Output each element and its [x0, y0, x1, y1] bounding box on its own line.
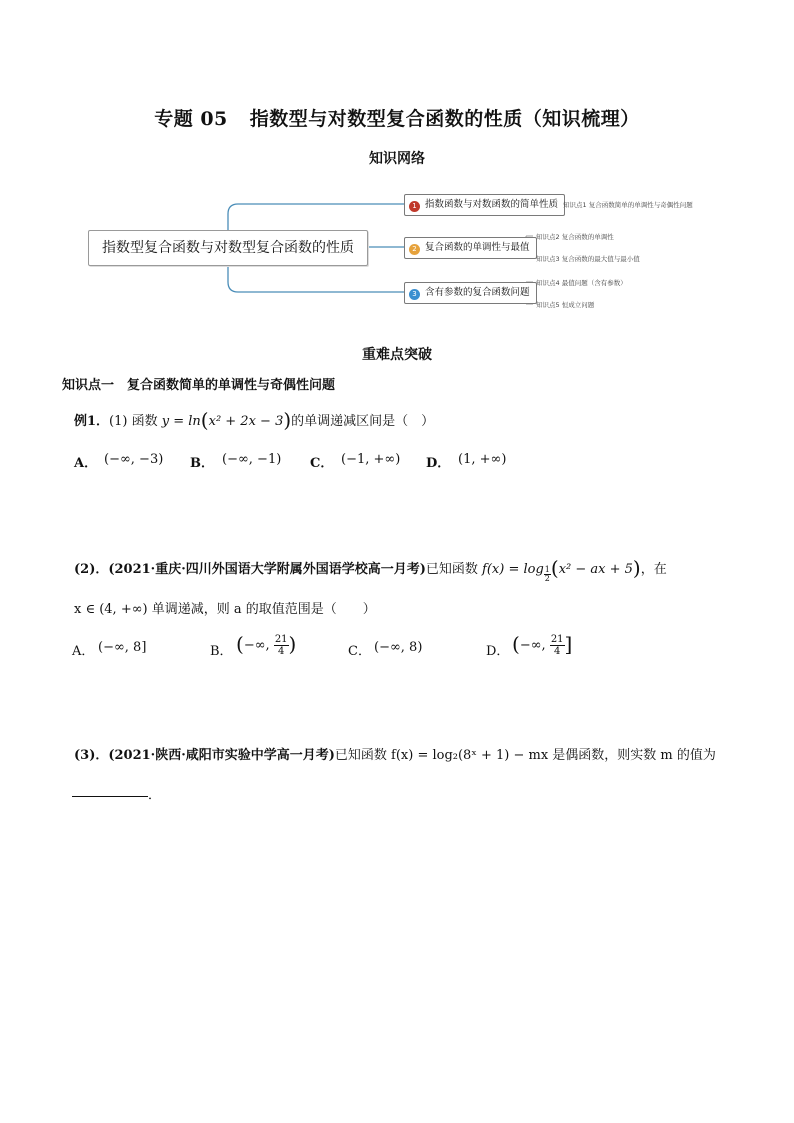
option-value: (−∞, −3) — [104, 452, 164, 467]
question-source: (3)．(2021·陕西·咸阳市实验中学高一月考) — [74, 748, 335, 763]
sentence-end: ． — [148, 788, 162, 803]
option-label: D． — [486, 644, 510, 659]
option-label: C． — [310, 456, 334, 471]
example-1-question: 例1．(1) 函数 y = ln(x² + 2x − 3)的单调递减区间是（ ） — [74, 408, 435, 432]
number-badge-2: 2 — [409, 244, 420, 255]
option-value: (1, +∞) — [458, 452, 507, 467]
question-source: (2)．(2021·重庆·四川外国语大学附属外国语学校高一月考) — [74, 562, 426, 577]
knowledge-point-heading: 知识点一 复合函数简单的单调性与奇偶性问题 — [62, 378, 336, 393]
topic-title: 指数型与对数型复合函数的性质（知识梳理） — [249, 108, 640, 130]
mind-map-leaf: 知识点4 最值问题（含有参数） — [536, 279, 627, 287]
mind-map-branch-2 — [404, 237, 537, 259]
option-value: (−∞, 8) — [374, 640, 423, 655]
mind-map — [0, 180, 794, 320]
math-expression: x² − ax + 5 — [558, 562, 633, 577]
question-tail: 的单调递减区间是（ ） — [291, 414, 435, 429]
branch-label: 含有参数的复合函数问题 — [425, 287, 530, 298]
number-badge-1: 1 — [409, 201, 420, 212]
example-label: 例1． — [74, 414, 110, 429]
breakthrough-heading: 重难点突破 — [362, 347, 432, 363]
option-value-fraction: (−∞, $\frac{21}{4}$ ] — [512, 632, 573, 657]
question-stem: 已知函数 — [425, 562, 478, 577]
mind-map-leaf: 知识点3 复合函数的最大值与最小值 — [536, 255, 640, 263]
log-base-denominator: 2 — [544, 573, 550, 583]
network-heading: 知识网络 — [369, 151, 425, 167]
question-stem: 已知函数 f(x) = log₂(8ˣ + 1) − mx 是偶函数，则实数 m 的值为 — [334, 748, 716, 763]
option-label: A． — [74, 456, 98, 471]
branch-label: 复合函数的单调性与最值 — [425, 242, 530, 253]
fraction-denominator: 4 — [277, 646, 285, 657]
option-value: (−1, +∞) — [341, 452, 401, 467]
example-3-question — [74, 744, 716, 763]
question-part: (1) 函数 — [109, 414, 158, 429]
option-value: (−∞, 8] — [98, 640, 147, 655]
mind-map-center: 指数型复合函数与对数型复合函数的性质 — [88, 230, 368, 266]
fraction-numerator: 21 — [550, 634, 564, 645]
math-expression: x² + 2x − 3 — [208, 414, 284, 429]
page-title — [0, 104, 794, 131]
mind-map-branch-1 — [404, 194, 565, 216]
option-label: A． — [72, 644, 95, 659]
option-label: D． — [426, 456, 451, 471]
fraction-numerator: 21 — [274, 634, 288, 645]
option-label: C． — [348, 644, 371, 659]
question-text: ，在 — [640, 562, 667, 577]
mind-map-branch-3 — [404, 282, 537, 304]
option-label: B． — [210, 644, 233, 659]
fraction-denominator: 4 — [553, 646, 561, 657]
mind-map-leaf: 知识点1 复合函数简单的单调性与奇偶性问题 — [563, 201, 693, 209]
math-expression: y = ln — [161, 414, 201, 429]
number-badge-3: 3 — [409, 289, 420, 300]
log-base-numerator: 1 — [544, 564, 550, 574]
branch-label: 指数函数与对数函数的简单性质 — [425, 199, 559, 210]
example-2-condition: x ∈ (4, +∞) 单调递减，则 a 的取值范围是（ ） — [74, 602, 376, 617]
mind-map-leaf: 知识点5 恒成立问题 — [536, 301, 595, 309]
option-value: (−∞, −1) — [222, 452, 282, 467]
option-label: B． — [190, 456, 214, 471]
answer-blank[interactable] — [72, 796, 148, 797]
option-value-fraction: (−∞, $\frac{21}{4}$ ) — [236, 632, 297, 657]
math-expression: f(x) = log — [482, 562, 544, 577]
example-2-question: (2)．(2021·重庆·四川外国语大学附属外国语学校高一月考)已知函数 f(x) = log $_{\frac{1}{2}}$ (x² − ax + 5)，在 — [74, 556, 667, 583]
topic-number: 专题 05 — [154, 108, 228, 130]
mind-map-leaf: 知识点2 复合函数的单调性 — [536, 233, 614, 241]
